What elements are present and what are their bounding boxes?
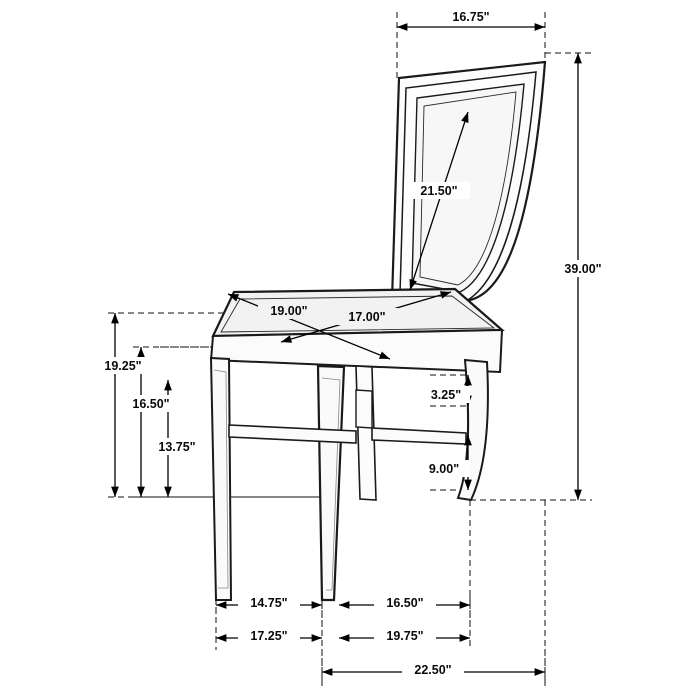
chair-center-brace	[356, 390, 372, 428]
label-rear-span: 16.50"	[386, 596, 424, 610]
label-seat-depth: 17.00"	[348, 310, 386, 324]
label-seat-height-outer: 19.25"	[104, 359, 142, 373]
label-overall-height: 39.00"	[564, 262, 602, 276]
label-rear-stretcher-height: 9.00"	[428, 462, 460, 476]
label-seat-height-mid: 16.50"	[132, 397, 170, 411]
label-top-width: 16.75"	[452, 10, 490, 24]
label-seat-diagonal: 19.00"	[270, 304, 308, 318]
chair-stretcher-rear	[372, 428, 466, 444]
chair-leg-rear	[458, 360, 488, 500]
label-front-leg-offset: 14.75"	[250, 596, 288, 610]
chair-leg-front-right	[318, 366, 344, 600]
label-mid-span: 19.75"	[386, 629, 424, 643]
label-overall-depth: 22.50"	[414, 663, 452, 677]
chair-outline	[211, 62, 545, 600]
label-back-panel-height: 21.50"	[420, 184, 458, 198]
label-apron-thickness: 3.25"	[430, 388, 462, 402]
label-stretcher-height: 13.75"	[158, 440, 196, 454]
label-front-span: 17.25"	[250, 629, 288, 643]
